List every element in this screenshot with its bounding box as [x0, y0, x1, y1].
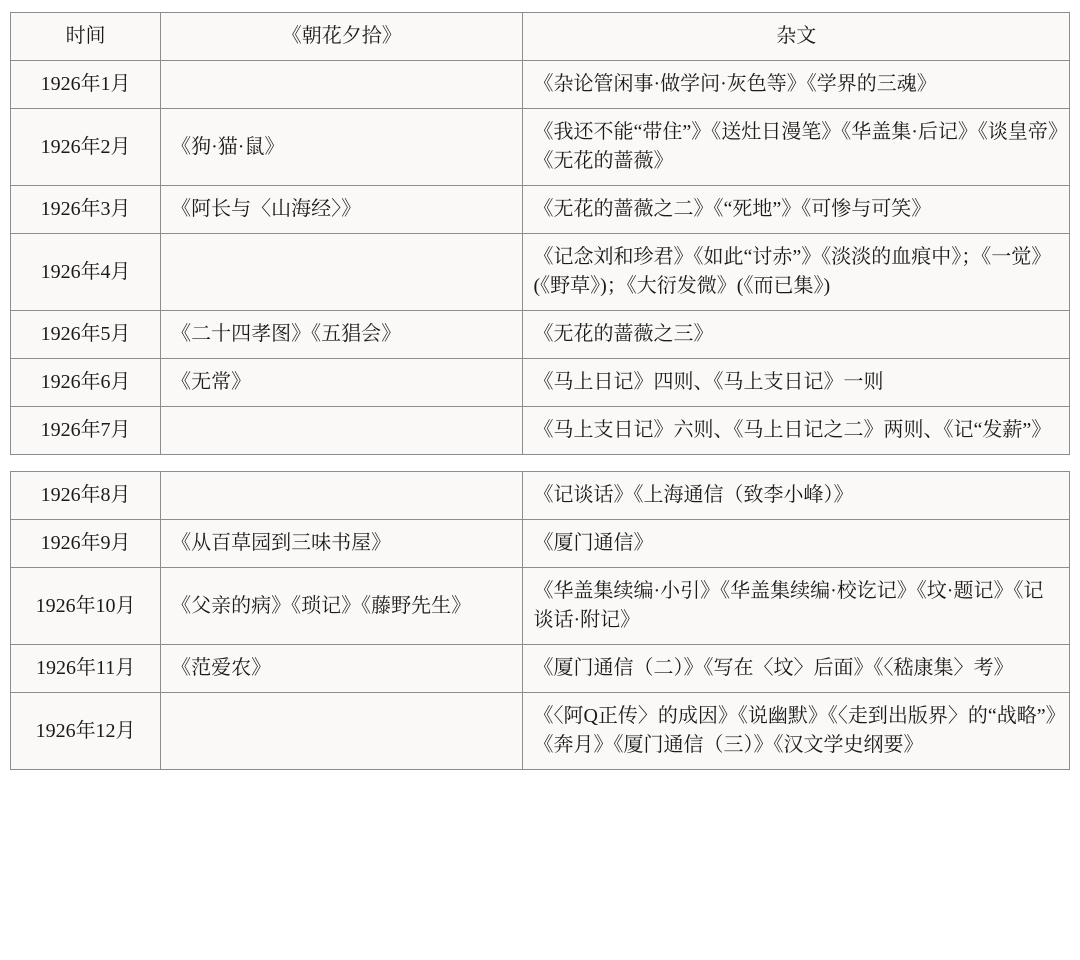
cell-time: 1926年3月 [11, 186, 161, 234]
table-row [11, 472, 1070, 520]
cell-time: 1926年10月 [11, 568, 161, 645]
table-header-row [11, 13, 1070, 61]
table-row [11, 109, 1070, 186]
cell-essay: 《杂论管闲事·做学问·灰色等》《学界的三魂》 [523, 61, 1070, 109]
table-row [11, 693, 1070, 770]
cell-time: 1926年5月 [11, 311, 161, 359]
cell-book: 《二十四孝图》《五猖会》 [161, 311, 523, 359]
cell-book: 《无常》 [161, 359, 523, 407]
cell-essay: 《无花的蔷薇之三》 [523, 311, 1070, 359]
header-cell-time: 时间 [11, 13, 161, 61]
table-row [11, 568, 1070, 645]
table-row [11, 186, 1070, 234]
table-row [11, 520, 1070, 568]
cell-book [161, 234, 523, 311]
cell-time: 1926年6月 [11, 359, 161, 407]
table-row [11, 359, 1070, 407]
cell-essay: 《马上日记》四则、《马上支日记》一则 [523, 359, 1070, 407]
table-top-wrapper [0, 0, 1080, 455]
table-row [11, 234, 1070, 311]
cell-essay: 《〈阿Q正传〉的成因》《说幽默》《〈走到出版界〉的“战略”》《奔月》《厦门通信（三）》《汉文学史纲要》 [523, 693, 1070, 770]
table-row [11, 311, 1070, 359]
cell-essay: 《记谈话》《上海通信（致李小峰）》 [523, 472, 1070, 520]
cell-time: 1926年1月 [11, 61, 161, 109]
cell-time: 1926年8月 [11, 472, 161, 520]
cell-essay: 《厦门通信》 [523, 520, 1070, 568]
cell-time: 1926年11月 [11, 645, 161, 693]
cell-essay: 《厦门通信（二）》《写在〈坟〉后面》《〈嵇康集〉考》 [523, 645, 1070, 693]
header-cell-book: 《朝花夕拾》 [161, 13, 523, 61]
cell-time: 1926年2月 [11, 109, 161, 186]
cell-book [161, 407, 523, 455]
cell-essay: 《我还不能“带住”》《送灶日漫笔》《华盖集·后记》《谈皇帝》《无花的蔷薇》 [523, 109, 1070, 186]
cell-essay: 《记念刘和珍君》《如此“讨赤”》《淡淡的血痕中》；《一觉》(《野草》)；《大衍发微》(《而已集》) [523, 234, 1070, 311]
cell-book [161, 693, 523, 770]
cell-book: 《从百草园到三味书屋》 [161, 520, 523, 568]
works-table-first-half [10, 12, 1070, 455]
cell-essay: 《无花的蔷薇之二》《“死地”》《可惨与可笑》 [523, 186, 1070, 234]
cell-book: 《狗·猫·鼠》 [161, 109, 523, 186]
header-cell-essay: 杂文 [523, 13, 1070, 61]
cell-essay: 《华盖集续编·小引》《华盖集续编·校讫记》《坟·题记》《记谈话·附记》 [523, 568, 1070, 645]
cell-book: 《范爱农》 [161, 645, 523, 693]
cell-time: 1926年4月 [11, 234, 161, 311]
table-row [11, 61, 1070, 109]
cell-book [161, 472, 523, 520]
cell-book: 《父亲的病》《琐记》《藤野先生》 [161, 568, 523, 645]
cell-book: 《阿长与〈山海经〉》 [161, 186, 523, 234]
works-table-second-half [10, 471, 1070, 770]
cell-book [161, 61, 523, 109]
table-row [11, 645, 1070, 693]
cell-time: 1926年7月 [11, 407, 161, 455]
table-gap-divider [0, 455, 1080, 471]
cell-time: 1926年9月 [11, 520, 161, 568]
cell-essay: 《马上支日记》六则、《马上日记之二》两则、《记“发薪”》 [523, 407, 1070, 455]
table-row [11, 407, 1070, 455]
cell-time: 1926年12月 [11, 693, 161, 770]
table-bottom-wrapper [0, 471, 1080, 770]
